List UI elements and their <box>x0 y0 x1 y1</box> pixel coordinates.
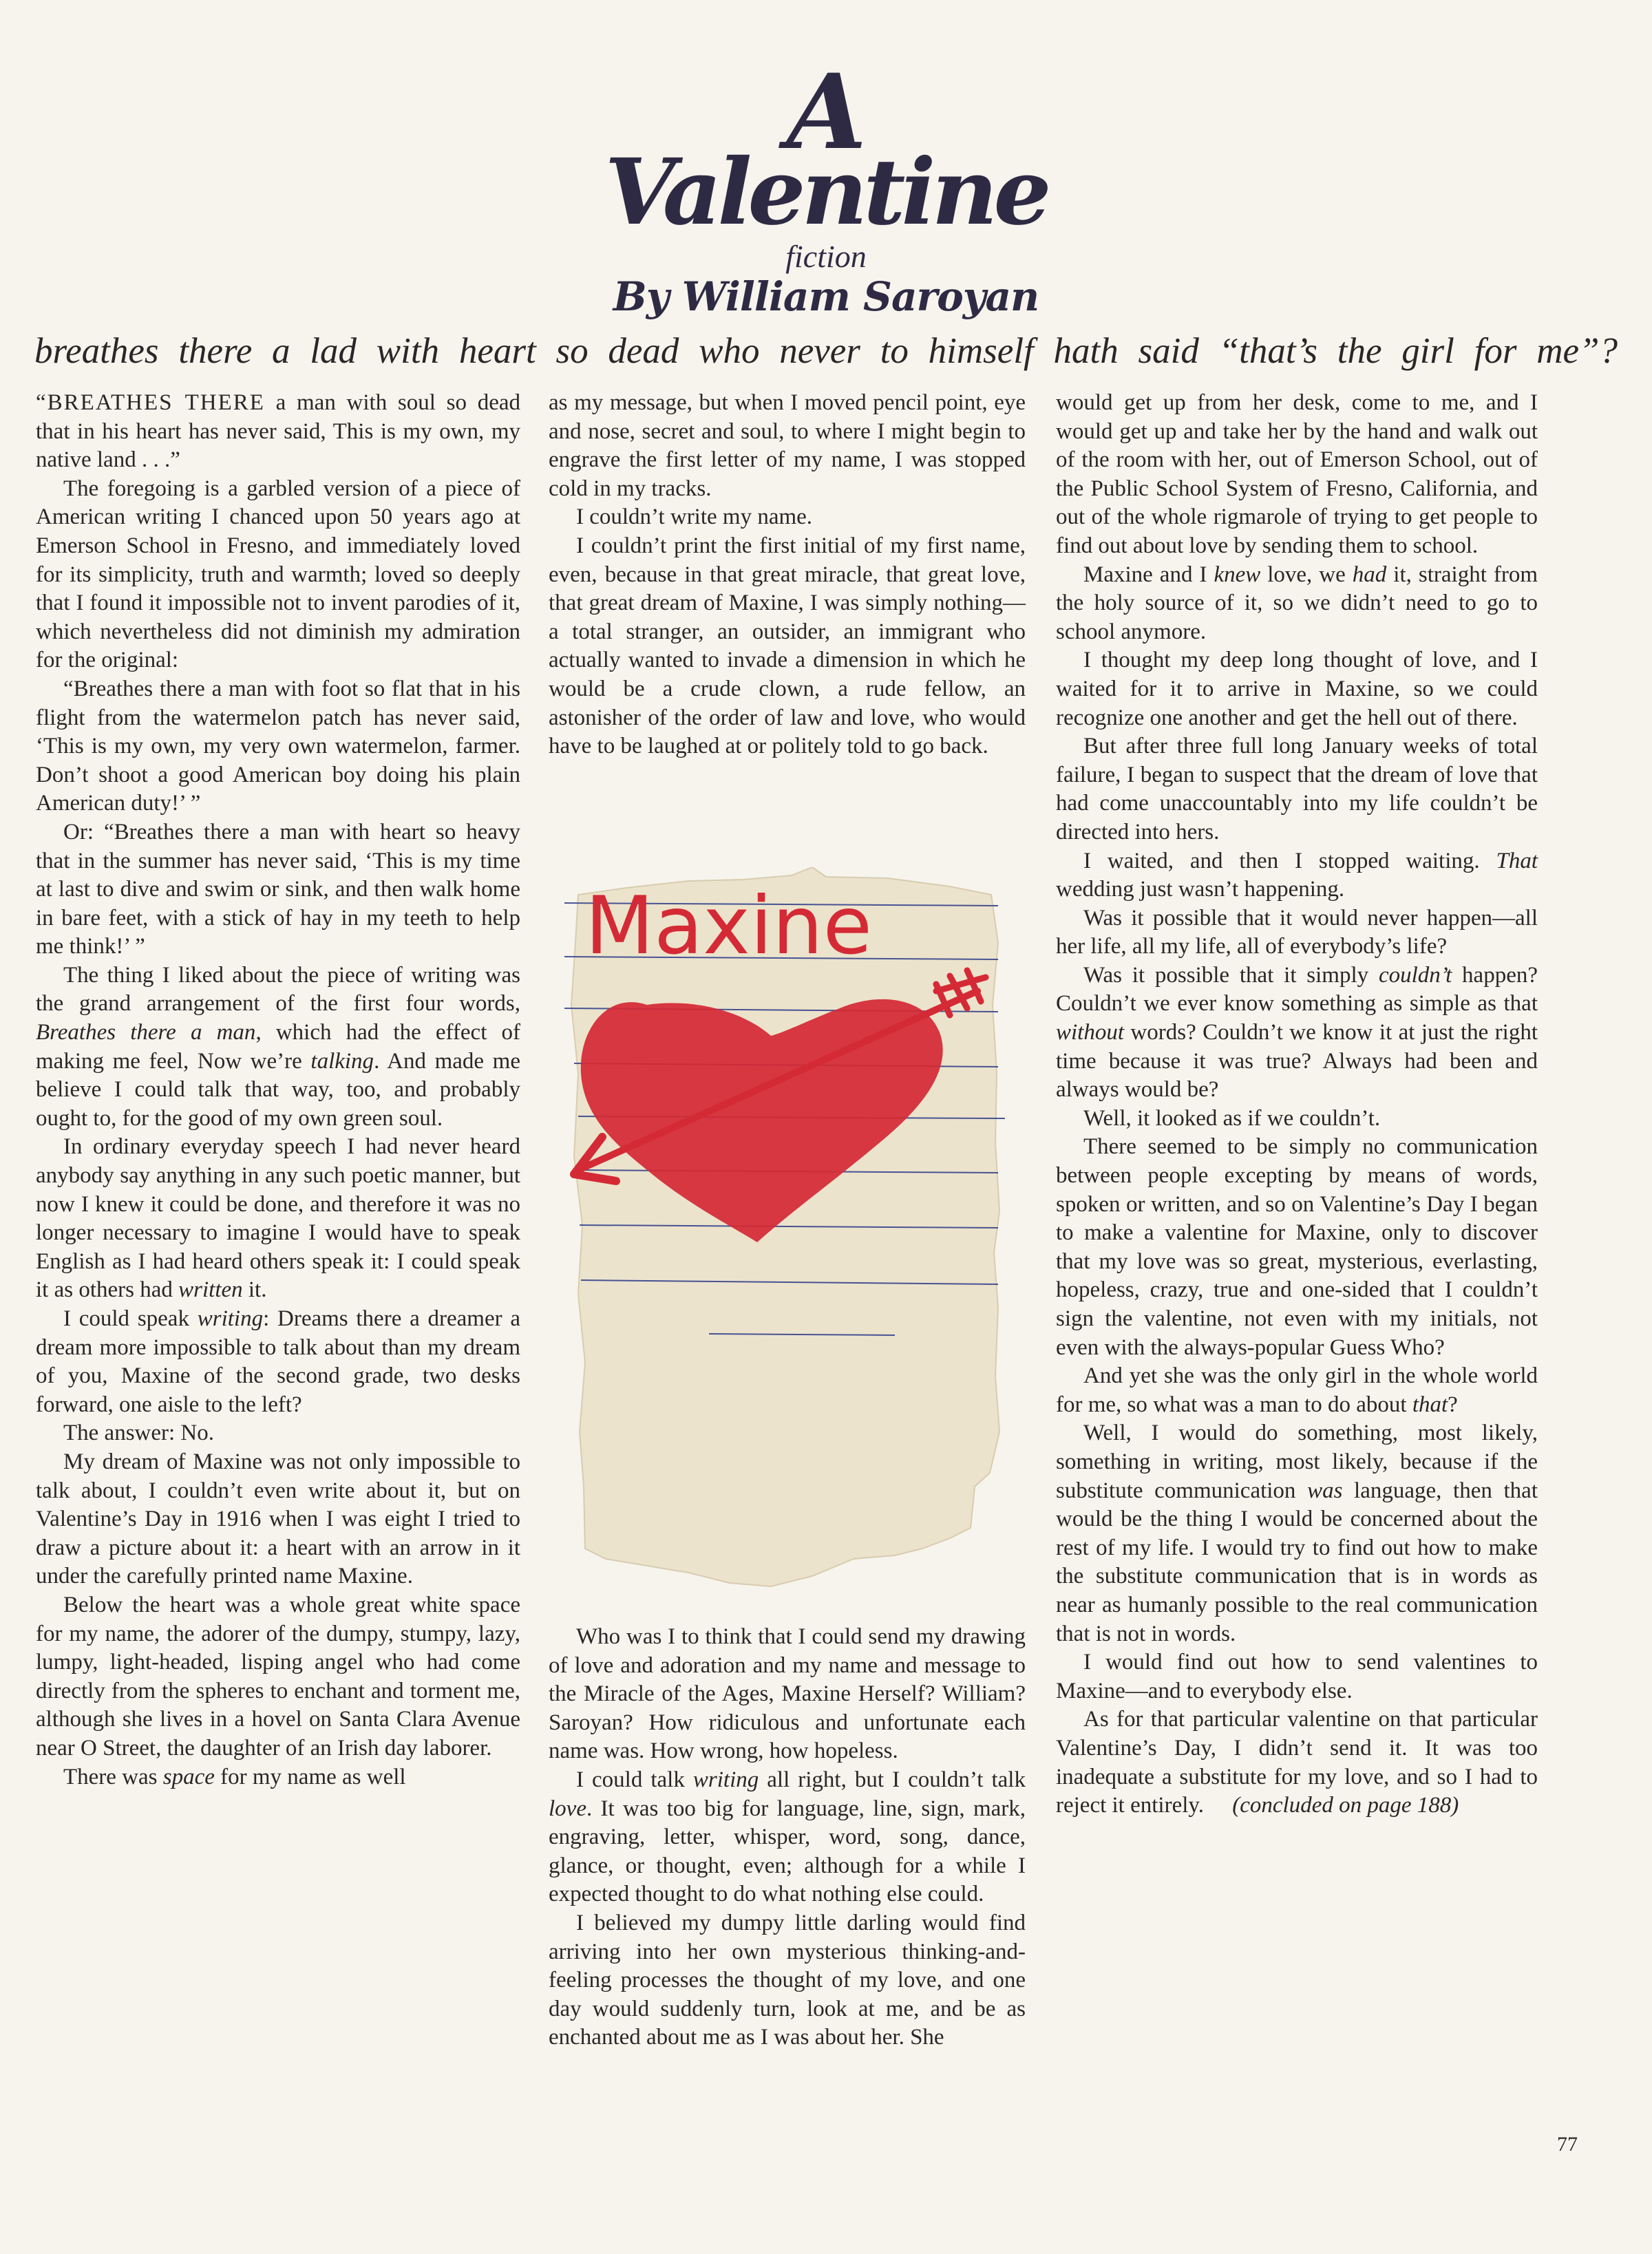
paragraph <box>1056 961 1538 1105</box>
text-run: In ordinary everyday speech I had never heard anybody say anything in any such poetic manner, but now I knew it could be done, and therefore it was no longer necessary to imagine I would have to speak English as I had heard others speak it: I could speak it as others had <box>36 1134 520 1303</box>
paragraph: The answer: No. <box>63 1421 215 1446</box>
paragraph: “Breathes there a man with foot so flat that in his flight from the watermelon patch has never said, ‘This is my own, my very own watermelon, farmer. Don’t shoot a good American boy doing his plain American duty!’ ” <box>36 676 520 816</box>
paragraph: Who was I to think that I could send my drawing of love and adoration and my name and message to the Miracle of the Ages, Maxine Herself? William? Saroyan? How ridiculous and unfortunate each name was. How wrong, how hopeless. <box>549 1624 1026 1764</box>
text-run: for my name as well <box>214 1764 406 1789</box>
page-number: 77 <box>1557 2133 1578 2156</box>
paragraph: “BREATHES THERE a man with soul so dead that in his heart has never said, This is my own, my native land . . .” <box>36 390 520 473</box>
text-run: Well, I would do something, most likely, something in writing, most likely, because if the substitute communication <box>1056 1421 1538 1503</box>
article-column-2-top <box>549 389 1026 761</box>
emphasis: written <box>178 1277 243 1303</box>
emphasis: had <box>1352 562 1387 587</box>
text-run: I waited, and then I stopped waiting. <box>1083 848 1496 873</box>
text-run: , which had the effect of making me feel, Now we’re <box>36 1020 521 1074</box>
paragraph: As for that particular valentine on that particular Valentine’s Day, I didn’t send it. It was too inadequate a substitute for my love, and so I had to reject it entirely. (concluded on page 188) <box>1056 1707 1538 1818</box>
text-run: words? Couldn’t we know it at just the right time because it was true? Always had been and always would be? <box>1056 1020 1538 1103</box>
emphasis: talking <box>310 1048 374 1074</box>
paragraph: My dream of Maxine was not only impossible to talk about, I couldn’t even write about it, but on Valentine’s Day in 1916 when I was eight I tried to draw a picture about it: a heart with an arrow in it under the carefully printed name Maxine. <box>36 1449 520 1589</box>
emphasis: knew <box>1214 562 1261 587</box>
text-run: Maxine and I <box>1083 562 1214 587</box>
text-run: : Dreams there a dreamer a dream more impossible to talk about than my dream of you, Maxine of the second grade, two desks forward, one aisle to the left? <box>36 1306 520 1417</box>
paragraph: I couldn’t write my name. <box>576 504 813 530</box>
emphasis: was <box>1307 1478 1343 1503</box>
paragraph <box>36 1133 520 1305</box>
paragraph <box>1056 561 1538 647</box>
paragraph <box>36 1763 520 1792</box>
emphasis: without <box>1056 1020 1125 1045</box>
emphasis: space <box>162 1764 215 1789</box>
paragraph: I believed my dumpy little darling would find arriving into her own mysterious thinking-and-feeling processes the thought of my love, and one day would suddenly turn, look at me, and be as enchanted about me as I was about her. She <box>549 1910 1026 2050</box>
emphasis: couldn’t <box>1378 962 1452 988</box>
paragraph: I would find out how to send valentines to Maxine—and to everybody else. <box>1056 1650 1538 1703</box>
paragraph: But after three full long January weeks of total failure, I began to suspect that the dream of love that had come unaccountably into my life couldn’t be directed into hers. <box>1056 734 1538 844</box>
paragraph <box>1056 1419 1538 1648</box>
paragraph: I couldn’t print the first initial of my first name, even, because in that great miracle, that great love, that great dream of Maxine, I was simply nothing—a total stranger, an outsider, an immigrant who actually wanted to invade a dimension in which he would be a crude clown, a rude fellow, an astonisher of the order of law and love, who would have to be laughed at or politely told to go back. <box>549 533 1026 759</box>
text-run: . It was too big for language, line, sign, mark, engraving, letter, whisper, word, song, dance, glance, or thought, even; although for a while I expected thought to do what nothing else could. <box>549 1796 1026 1907</box>
article-column-2-bottom <box>549 1623 1026 2052</box>
article-column-1 <box>36 389 520 1791</box>
emphasis: love <box>549 1796 586 1821</box>
text-run: it, straight from the holy source of it, so we didn’t need to go to school anymore. <box>1056 562 1538 644</box>
text-run: wedding just wasn’t happening. <box>1056 877 1345 902</box>
text-run: happen? Couldn’t we ever know something as simple as that <box>1056 962 1538 1017</box>
maxine-crayon-text: Maxine <box>585 880 872 972</box>
paragraph: Below the heart was a whole great white space for my name, the adorer of the dumpy, stumpy, lazy, lumpy, light-headed, lisping angel who had come directly from the spheres to enchant and torment me, although she lives in a hovel on Santa Clara Avenue near O Street, the daughter of an Irish day laborer. <box>36 1592 520 1761</box>
illustration-maxine-heart <box>564 867 1032 1597</box>
paragraph: Or: “Breathes there a man with heart so heavy that in the summer has never said, ‘This is my time at last to dive and swim or sink, and then walk home in bare feet, with a stick of hay in my teeth to help me think!’ ” <box>36 819 520 959</box>
heart-arrow-drawing-icon <box>564 867 1032 1597</box>
emphasis: writing <box>197 1306 264 1331</box>
genre-kicker: fiction <box>785 239 867 274</box>
text-run: it. <box>242 1277 267 1303</box>
article-column-3 <box>1056 389 1538 1820</box>
paragraph: Well, it looked as if we couldn’t. <box>1083 1105 1381 1131</box>
paragraph <box>36 1305 520 1419</box>
deck-subtitle: breathes there a lad with heart so dead who never to himself hath said “that’s the girl for me”? <box>34 331 1618 371</box>
paragraph <box>1056 847 1538 904</box>
emphasis: writing <box>692 1767 759 1792</box>
text-run: I could talk <box>576 1767 693 1792</box>
text-run: The thing I liked about the piece of writing was the grand arrangement of the first four words, <box>36 962 520 1017</box>
paragraph: There seemed to be simply no communication between people excepting by means of words, spoken or written, and so on Valentine’s Day I began to make a valentine for Maxine, only to discover that my love was so great, mysterious, everlasting, hopeless, crazy, true and one-sided that I couldn’t sign the valentine, not even with my initials, not even with the always-popular Guess Who? <box>1056 1134 1538 1360</box>
byline: By William Saroyan <box>613 273 1039 320</box>
paragraph: Was it possible that it would never happen—all her life, all my life, all of everybody’s life? <box>1056 905 1538 959</box>
text-run: There was <box>63 1764 163 1789</box>
paragraph: The foregoing is a garbled version of a piece of American writing I chanced upon 50 years ago at Emerson School in Fresno, and immediately loved for its simplicity, truth and warmth; loved so deeply that I found it impossible not to invent parodies of it, which nevertheless did not diminish my admiration for the original: <box>36 476 520 673</box>
emphasis: That <box>1496 848 1538 873</box>
page-title-a: A <box>786 52 866 173</box>
paragraph: would get up from her desk, come to me, and I would get up and take her by the hand and walk out of the room with her, out of Emerson School, out of the Public School System of Fresno, California, and out of the whole rigmarole of trying to get people to find out about love by sending them to school. <box>1056 390 1538 558</box>
paragraph <box>1056 1362 1538 1419</box>
text-run: And yet she was the only girl in the whole world for me, so what was a man to do about <box>1056 1363 1538 1417</box>
lead-in: “BREATHES THERE <box>36 390 265 415</box>
paragraph: I thought my deep long thought of love, and I waited for it to arrive in Maxine, so we could recognize one another and get the hell out of there. <box>1056 648 1538 730</box>
emphasis: that <box>1412 1392 1448 1417</box>
page-title: Valentine <box>604 139 1048 246</box>
paragraph <box>549 1766 1026 1909</box>
continued-on-link[interactable]: (concluded on page 188) <box>1232 1793 1459 1818</box>
text-run: all right, but I couldn’t talk <box>759 1767 1026 1792</box>
paragraph: as my message, but when I moved pencil point, eye and nose, secret and soul, to where I might begin to engrave the first letter of my name, I was stopped cold in my tracks. <box>549 390 1026 501</box>
text-run: . And made me believe I could talk that way, too, and probably ought to, for the good of my own green soul. <box>36 1048 520 1131</box>
text-run: ? <box>1448 1392 1458 1417</box>
text-run: I could speak <box>63 1306 198 1331</box>
text-run: love, we <box>1260 562 1353 587</box>
paragraph <box>36 961 520 1134</box>
text-run: language, then that would be the thing I would be concerned about the rest of my life. I would try to find out how to make the substitute communication that is in words as near as humanly possible to the real communication that is not in words. <box>1056 1478 1538 1646</box>
emphasis: Breathes there a man <box>36 1020 256 1045</box>
text-run: Was it possible that it simply <box>1083 962 1379 988</box>
